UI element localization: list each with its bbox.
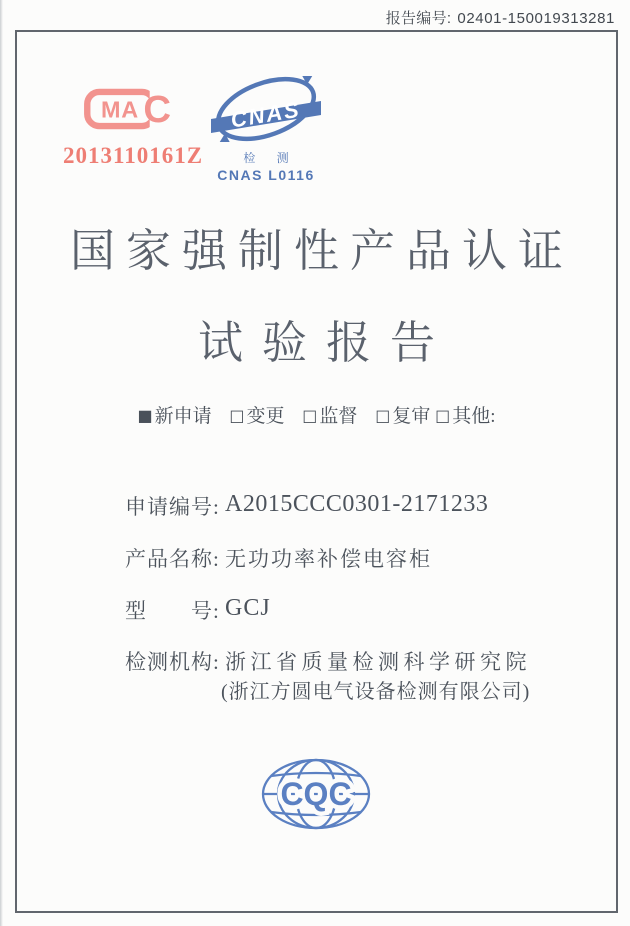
field-product-name [17, 543, 616, 573]
option-other [435, 401, 495, 428]
cnas-accreditation-block [200, 76, 332, 183]
cnas-caption-jiance: 检 测 [243, 151, 298, 165]
option-label: 其他: [452, 406, 496, 427]
field-value: GCJ [225, 595, 271, 621]
report-cover-page [15, 30, 618, 913]
checkbox-empty-icon: □ [375, 406, 391, 425]
field-model [17, 595, 616, 625]
cnas-lab-number: CNAS L0116 [217, 167, 315, 183]
option-supervision [302, 401, 357, 428]
cqc-logo-icon [260, 757, 372, 831]
checkbox-empty-icon: □ [229, 406, 245, 425]
option-change [229, 401, 284, 428]
cnas-logo-icon [211, 76, 321, 142]
option-label: 变更 [246, 406, 285, 427]
report-title-line2: 试验报告 [197, 318, 454, 368]
option-label: 复审 [392, 406, 431, 427]
field-label: 检测机构: [125, 650, 220, 674]
scanner-edge-artifact [0, 0, 3, 926]
field-application-number [17, 491, 616, 521]
application-type-row [17, 401, 616, 428]
field-value: (浙江方圆电气设备检测有限公司) [221, 681, 531, 703]
option-review [375, 401, 430, 428]
field-label: 产品名称: [125, 547, 220, 571]
field-value: 无功功率补偿电容柜 [225, 547, 432, 571]
cqc-logo-text: CQC [280, 776, 352, 812]
cma-logo-icon [83, 86, 171, 132]
cma-accreditation-block [63, 86, 204, 169]
field-test-agency [17, 646, 616, 676]
report-number [386, 7, 615, 28]
field-test-agency-line2 [17, 675, 616, 705]
checkbox-checked-icon: ■ [137, 406, 153, 425]
cma-logo-letter-c: C [143, 87, 171, 131]
option-label: 监督 [319, 406, 358, 427]
field-value: A2015CCC0301-2171233 [225, 491, 489, 517]
checkbox-empty-icon: □ [302, 406, 318, 425]
cnas-logo-text: CNAS [228, 96, 303, 133]
report-number-value: 02401-150019313281 [457, 10, 615, 27]
cma-logo-letters: MA [100, 96, 139, 123]
report-title-line1: 国家强制性产品认证 [69, 226, 574, 276]
option-new-application [138, 401, 212, 428]
field-label: 申请编号: [125, 495, 220, 519]
field-value: 浙江省质量检测科学研究院 [225, 650, 531, 674]
report-number-label: 报告编号: [385, 10, 452, 27]
checkbox-empty-icon: □ [435, 406, 451, 425]
cqc-logo-block [257, 757, 375, 836]
field-label: 型 号: [125, 599, 220, 623]
cma-certificate-number: 2013110161Z [63, 143, 204, 168]
option-label: 新申请 [154, 406, 212, 427]
